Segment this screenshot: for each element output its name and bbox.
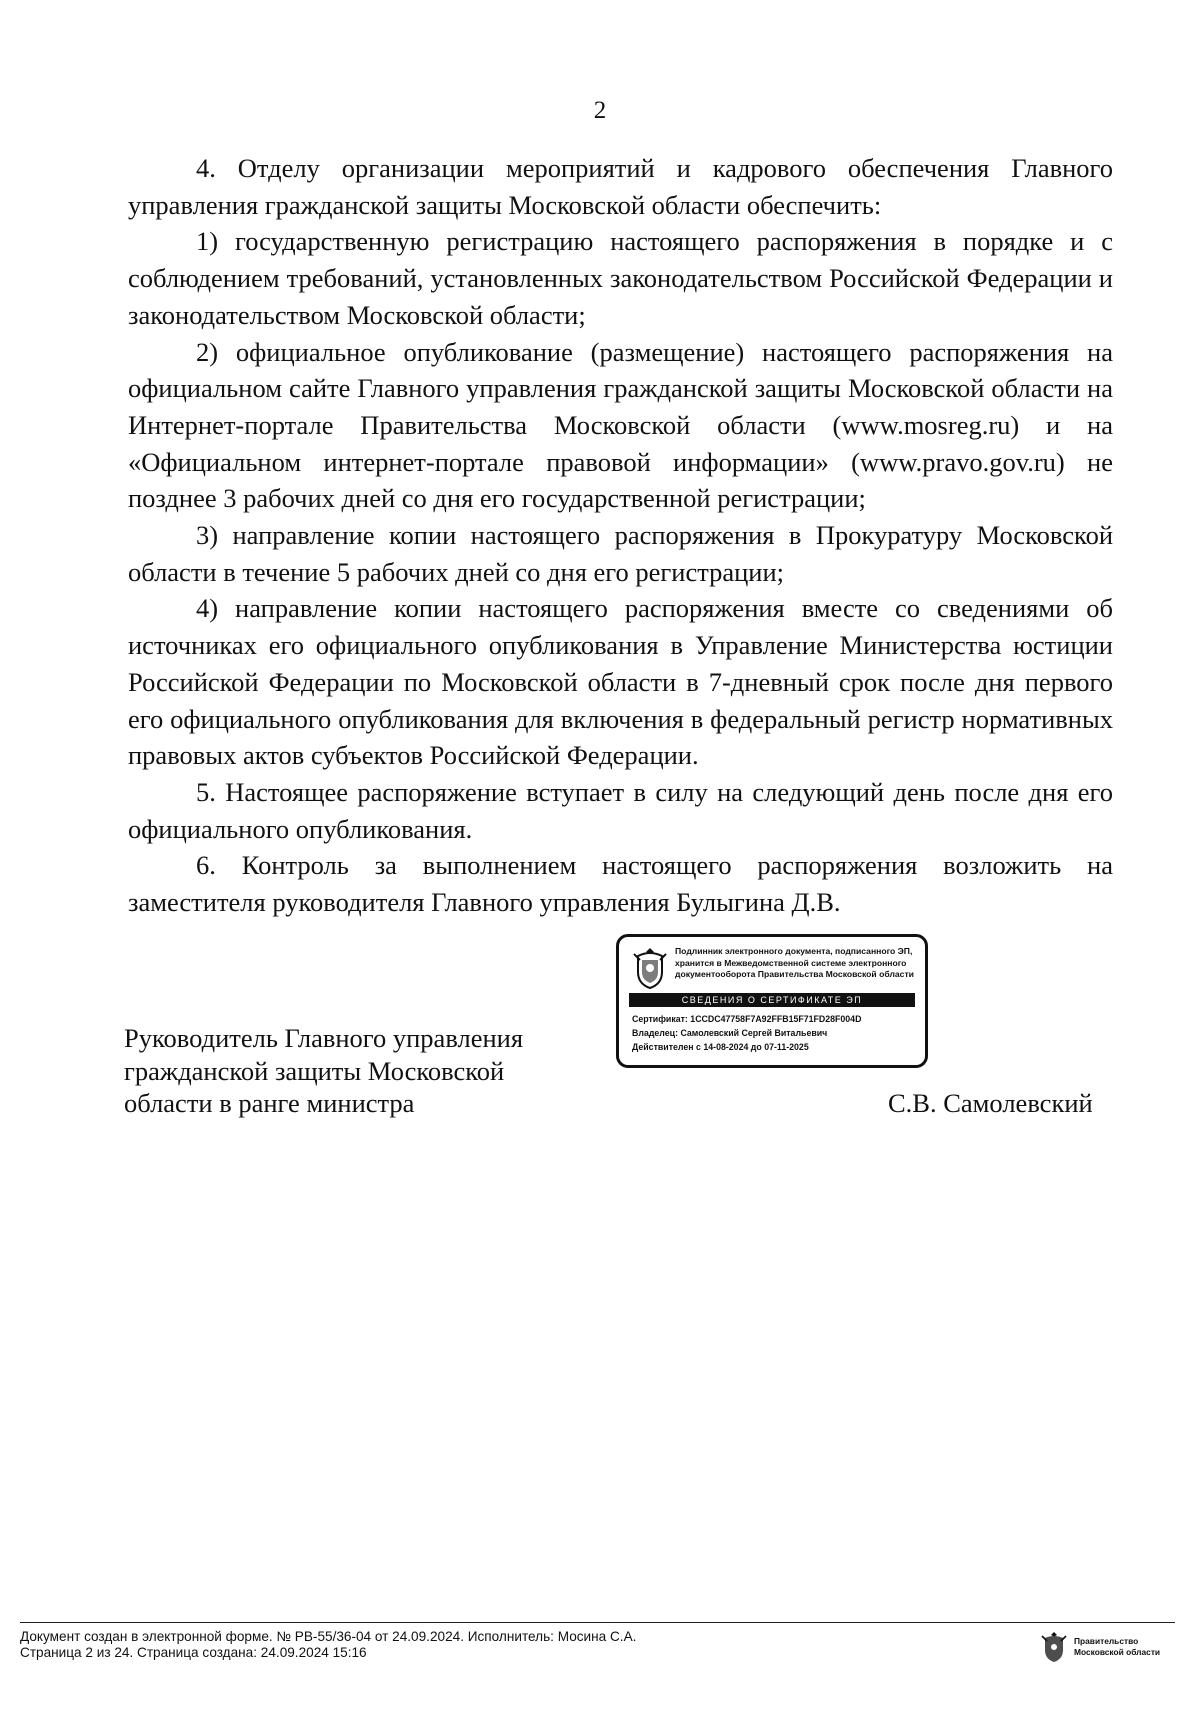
coat-of-arms-icon (1041, 1631, 1067, 1663)
stamp-header (675, 946, 923, 981)
coat-of-arms-icon (632, 946, 668, 990)
signer-title-line: гражданской защиты Московской (124, 1055, 505, 1086)
government-logo (1041, 1629, 1181, 1665)
stamp-certificate: Сертификат: 1CCDC47758F7A92FFB15F71FD28F004D (632, 1014, 862, 1024)
stamp-validity: Действителен с 14-08-2024 до 07-11-2025 (632, 1042, 809, 1053)
footer-divider (20, 1622, 1175, 1623)
page-number: 2 (593, 97, 607, 124)
logo-line: Правительство (1074, 1636, 1139, 1646)
signer-name: С.В. Самолевский (888, 1088, 1093, 1118)
paragraph-6: 6. Контроль за выполнением настоящего распоряжения возложить на заместителя руководителя Главного управления Булыгина Д.В. (128, 850, 1113, 918)
footer-info (20, 1629, 920, 1660)
logo-line: Московской области (1074, 1646, 1161, 1657)
footer-line-2: Страница 2 из 24. Страница создана: 24.09.2024 15:16 (20, 1644, 367, 1660)
stamp-details (632, 1012, 922, 1055)
paragraph-4: 4. Отделу организации мероприятий и кадрового обеспечения Главного управления гражданской защиты Московской области обеспечить: (128, 153, 1113, 220)
stamp-owner: Владелец: Самолевский Сергей Витальевич (632, 1028, 828, 1039)
paragraph-4-1: 1) государственную регистрацию настоящего распоряжения в порядке и с соблюдением требований, установленных законодательством Российской Федерации и законодательством Московской области; (128, 226, 1113, 330)
stamp-certificate-bar: СВЕДЕНИЯ О СЕРТИФИКАТЕ ЭП (629, 993, 915, 1007)
stamp-header-line: хранится в Межведомственной системе электронного (675, 957, 907, 968)
paragraph-5: 5. Настоящее распоряжение вступает в силу на следующий день после дня его официального опубликования. (128, 776, 1113, 844)
paragraph-4-4: 4) направление копии настоящего распоряжения вместе со сведениями об источниках его официального опубликования в Управление Министерства юстиции Российской Федерации по Московской области в 7-дневный срок после дня первого его официального опубликования для включения в федеральный регистр нормативных правовых актов субъектов Российской Федерации. (128, 593, 1113, 771)
electronic-signature-stamp (616, 934, 928, 1068)
footer-line-1: Документ создан в электронной форме. № РВ-55/36-04 от 24.09.2024. Исполнитель: Мосина С.А. (20, 1629, 637, 1644)
signer-title (124, 1022, 584, 1120)
signer-title-line: Руководитель Главного управления (124, 1023, 524, 1053)
stamp-header-line: Подлинник электронного документа, подписанного ЭП, (675, 946, 913, 956)
stamp-header-line: документооборота Правительства Московской области (675, 969, 914, 979)
government-logo-text (1074, 1636, 1184, 1657)
document-body (128, 150, 1113, 921)
signer-title-line: области в ранге министра (124, 1088, 415, 1118)
paragraph-4-2: 2) официальное опубликование (размещение) настоящего распоряжения на официальном сайте Главного управления гражданской защиты Московской области на Интернет-портале Правительства Московской области (www.mosreg.ru) и на «Официальном интернет-портале правовой информации» (www.pravo.gov.ru) не позднее 3 рабочих дней со дня его государственной регистрации; (128, 336, 1113, 514)
paragraph-4-3: 3) направление копии настоящего распоряжения в Прокуратуру Московской области в течение 5 рабочих дней со дня его регистрации; (128, 520, 1113, 587)
